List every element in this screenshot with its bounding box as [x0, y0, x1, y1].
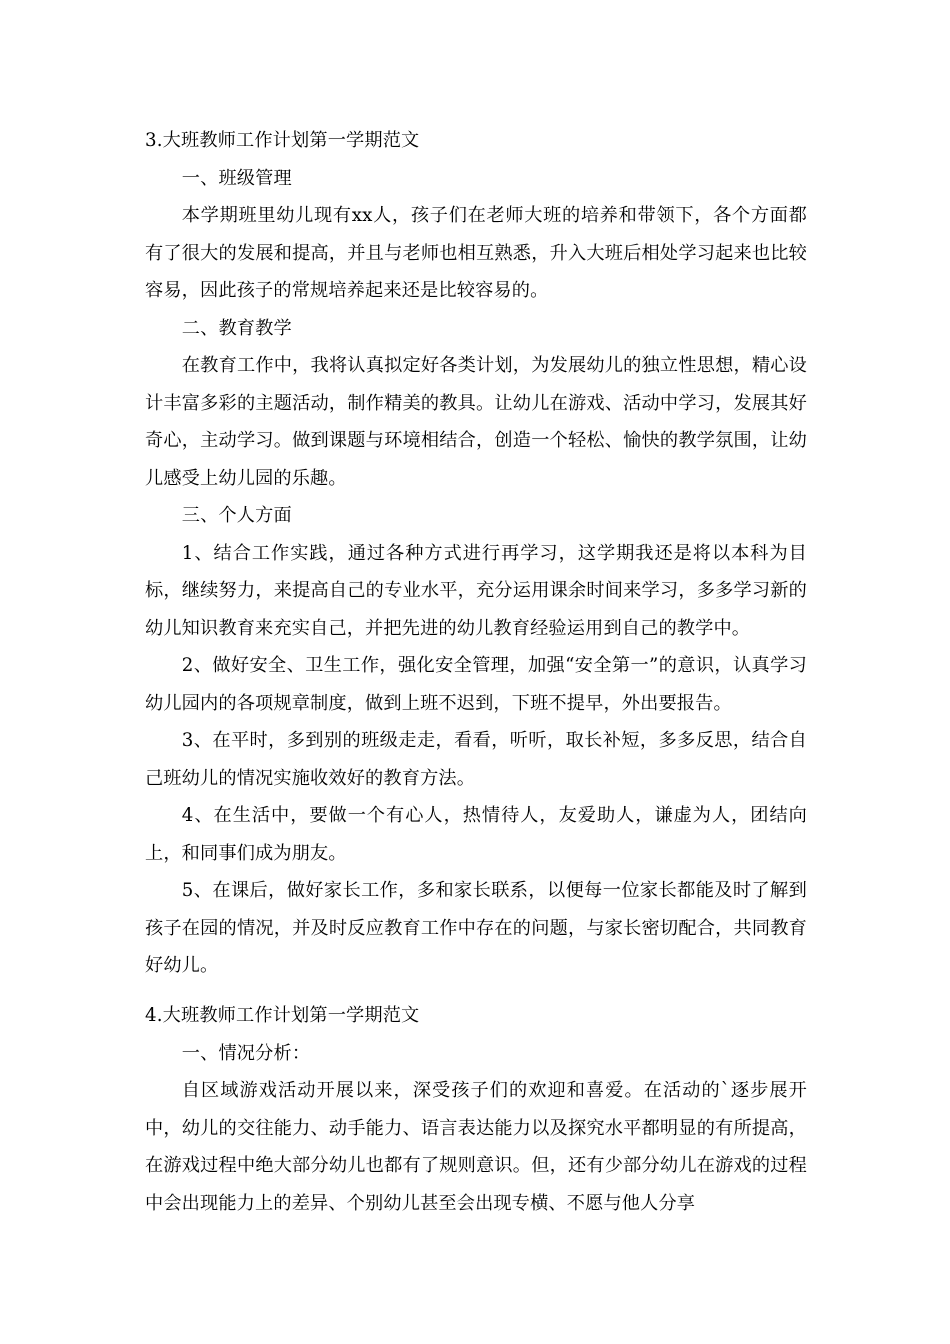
paragraph-situation-analysis: 自区域游戏活动开展以来，深受孩子们的欢迎和喜爱。在活动的`逐步展开中，幼儿的交往能力、动手能力、语言表达能力以及探究水平都明显的有所提高，在游戏过程中绝大部分幼儿也都有了规则意识。但，还有少部分幼儿在游戏的过程中会出现能力上的差异、个别幼儿甚至会出现专横、不愿与他人分享: [145, 1080, 807, 1214]
heading-class-management: 一、班级管理: [181, 167, 292, 189]
paragraph-class-management: 本学期班里幼儿现有xx人，孩子们在老师大班的培养和带领下，各个方面都有了很大的发展和提高，并且与老师也相互熟悉，升入大班后相处学习起来也比较容易，因此孩子的常规培养起来还是比较容易的。: [145, 205, 807, 301]
heading-situation-analysis: 一、情况分析：: [181, 1042, 311, 1064]
paragraph-item-4: 4、在生活中，要做一个有心人，热情待人，友爱助人，谦虚为人，团结向上，和同事们成为朋友。: [145, 805, 807, 864]
heading-personal-aspects: 三、个人方面: [181, 505, 292, 526]
paragraph-item-1: 1、结合工作实践，通过各种方式进行再学习，这学期我还是将以本科为目标，继续努力，来提高自己的专业水平，充分运用课余时间来学习，多多学习新的幼儿知识教育来充实自己，并把先进的幼儿教育经验运用到自己的教学中。: [145, 542, 807, 639]
heading-education-teaching: 二、教育教学: [181, 317, 292, 339]
paragraph-education-teaching: 在教育工作中，我将认真拟定好各类计划，为发展幼儿的独立性思想，精心设计丰富多彩的主题活动，制作精美的教具。让幼儿在游戏、活动中学习，发展其好奇心，主动学习。做到课题与环境相结合，创造一个轻松、愉快的教学氛围，让幼儿感受上幼儿园的乐趣。: [145, 355, 807, 489]
paragraph-item-5: 5、在课后，做好家长工作，多和家长联系，以便每一位家长都能及时了解到孩子在园的情况，并及时反应教育工作中存在的问题，与家长密切配合，共同教育好幼儿。: [145, 880, 807, 976]
paragraph-item-3: 3、在平时，多到别的班级走走，看看，听听，取长补短，多多反思，结合自己班幼儿的情况实施收效好的教育方法。: [145, 730, 807, 789]
section-title: 4.大班教师工作计划第一学期范文: [145, 1005, 420, 1026]
section-4: [145, 997, 807, 1222]
section-title: 3.大班教师工作计划第一学期范文: [145, 130, 420, 151]
section-3: [145, 122, 807, 985]
paragraph-item-2: 2、做好安全、卫生工作，强化安全管理，加强“安全第一”的意识，认真学习幼儿园内的各项规章制度，做到上班不迟到，下班不提早，外出要报告。: [145, 655, 807, 714]
